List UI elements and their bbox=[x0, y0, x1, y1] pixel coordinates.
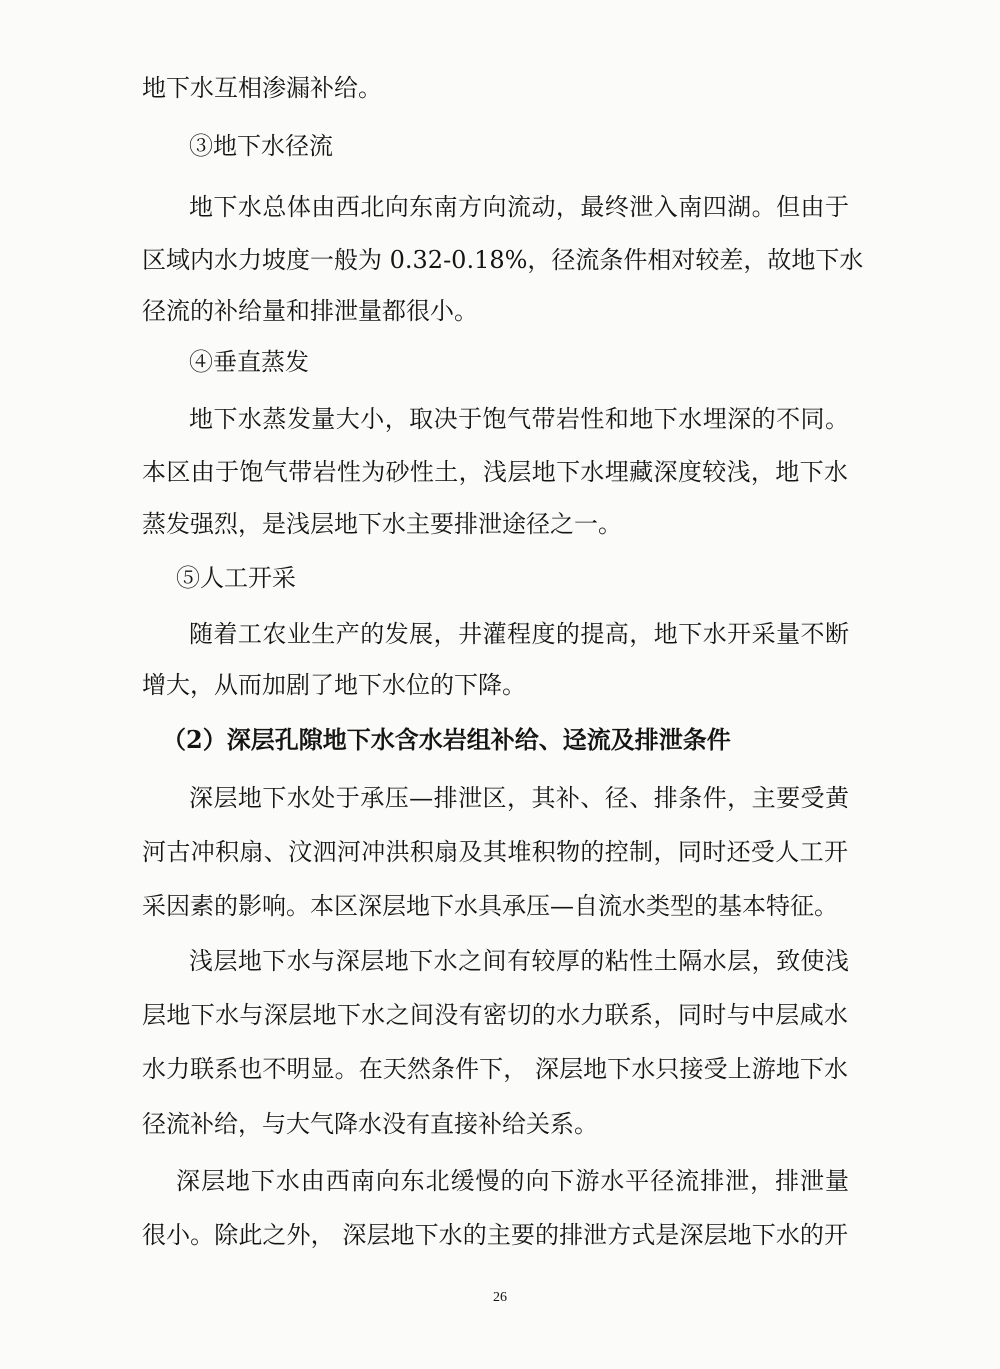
text-line: 地下水总体由西北向东南方向流动，最终泄入南四湖。但由于 bbox=[189, 193, 849, 221]
text-line: 区域内水力坡度一般为 0.32-0.18%，径流条件相对较差，故地下水 bbox=[142, 246, 864, 274]
text-line: 径流的补给量和排泄量都很小。 bbox=[142, 297, 478, 325]
subheading-vertical-evaporation: ④垂直蒸发 bbox=[189, 348, 309, 376]
text-line: 随着工农业生产的发展，井灌程度的提高，地下水开采量不断 bbox=[189, 620, 849, 648]
text-line: 河古冲积扇、汶泗河冲洪积扇及其堆积物的控制，同时还受人工开 bbox=[142, 838, 848, 866]
subheading-artificial-extraction: ⑤人工开采 bbox=[176, 564, 296, 592]
text-line: 蒸发强烈，是浅层地下水主要排泄途径之一。 bbox=[142, 510, 622, 538]
text-line: 水力联系也不明显。在天然条件下， 深层地下水只接受上游地下水 bbox=[142, 1055, 848, 1083]
text-line: 深层地下水由西南向东北缓慢的向下游水平径流排泄，排泄量 bbox=[176, 1167, 849, 1195]
text-line: 深层地下水处于承压—排泄区，其补、径、排条件，主要受黄 bbox=[189, 784, 849, 812]
subheading-groundwater-runoff: ③地下水径流 bbox=[189, 132, 333, 160]
text-line: 径流补给，与大气降水没有直接补给关系。 bbox=[142, 1110, 598, 1138]
text-line: 浅层地下水与深层地下水之间有较厚的粘性土隔水层，致使浅 bbox=[189, 947, 849, 975]
text-line: 层地下水与深层地下水之间没有密切的水力联系，同时与中层咸水 bbox=[142, 1001, 848, 1029]
text-line: 地下水蒸发量大小，取决于饱气带岩性和地下水埋深的不同。 bbox=[189, 405, 849, 433]
page-number: 26 bbox=[493, 1290, 507, 1305]
text-line: 采因素的影响。本区深层地下水具承压—自流水类型的基本特征。 bbox=[142, 892, 838, 920]
text-line: 增大，从而加剧了地下水位的下降。 bbox=[142, 671, 526, 699]
text-line: 本区由于饱气带岩性为砂性土，浅层地下水埋藏深度较浅，地下水 bbox=[142, 458, 848, 486]
section-heading: （2）深层孔隙地下水含水岩组补给、迳流及排泄条件 bbox=[162, 725, 731, 754]
text-line: 地下水互相渗漏补给。 bbox=[142, 74, 382, 102]
text-line: 很小。除此之外， 深层地下水的主要的排泄方式是深层地下水的开 bbox=[142, 1221, 848, 1249]
